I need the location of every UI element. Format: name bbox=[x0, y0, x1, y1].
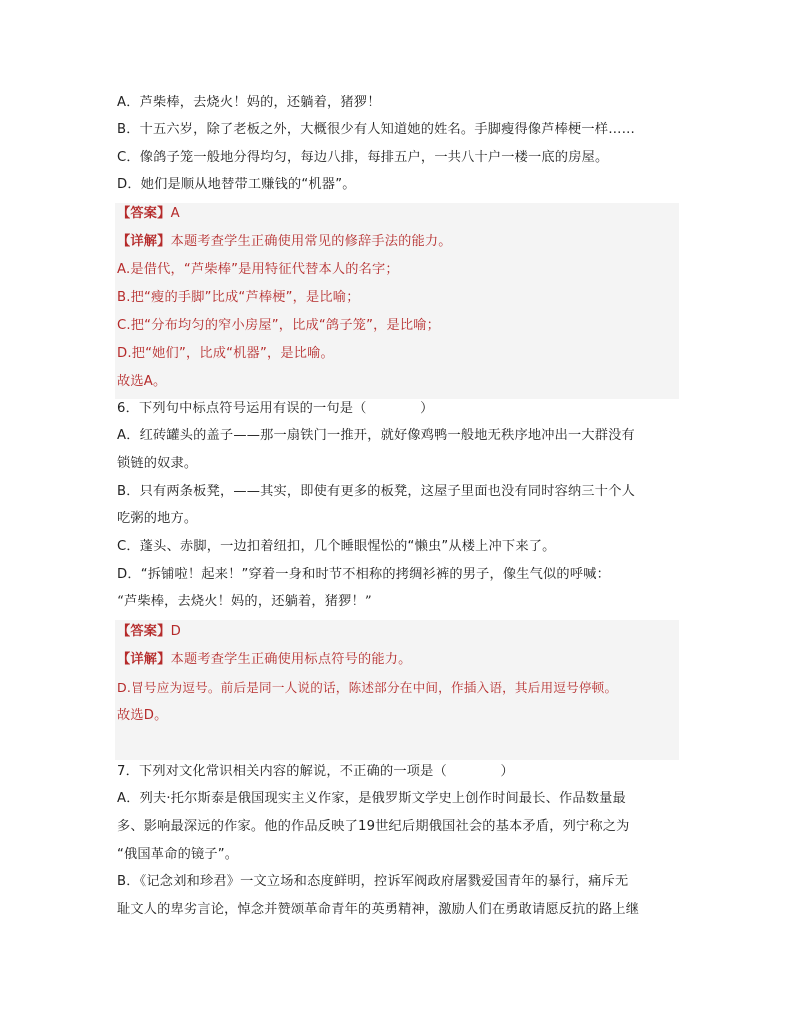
q6-option-b-cont: 吃粥的地方。 bbox=[117, 511, 198, 526]
q5-conclusion: 故选A。 bbox=[117, 374, 167, 389]
q5-detail-tag: 【详解】 bbox=[117, 234, 171, 249]
q5-option-b: B．十五六岁，除了老板之外，大概很少有人知道她的姓名。手脚瘦得像芦棒梗一样…… bbox=[117, 122, 635, 137]
q6-answer-tag: 【答案】 bbox=[117, 624, 171, 639]
q6-detail-text: 本题考查学生正确使用标点符号的能力。 bbox=[170, 652, 412, 667]
q5-option-d: D．她们是顺从地替带工赚钱的“机器”。 bbox=[117, 177, 356, 192]
q6-answer-line bbox=[117, 622, 682, 642]
q5-detail-line bbox=[117, 232, 682, 252]
q6-option-a-cont: 锁链的奴隶。 bbox=[117, 456, 198, 471]
q7-option-a-cont2: “俄国革命的镜子”。 bbox=[117, 847, 239, 862]
q6-detail-line bbox=[117, 650, 682, 670]
q5-option-c: C．像鸽子笼一般地分得均匀，每边八排，每排五户，一共八十户一楼一底的房屋。 bbox=[117, 150, 609, 165]
q5-answer-line bbox=[117, 204, 682, 224]
q6-answer-value: D bbox=[170, 624, 181, 639]
q7-stem: 7．下列对文化常识相关内容的解说，不正确的一项是（ ） bbox=[117, 764, 514, 779]
q5-explanation-c: C.把“分布均匀的窄小房屋”，比成“鸽子笼”，是比喻； bbox=[117, 318, 441, 333]
q5-detail-text: 本题考查学生正确使用常见的修辞手法的能力。 bbox=[170, 234, 452, 249]
q6-stem: 6．下列句中标点符号运用有误的一句是（ ） bbox=[117, 401, 434, 416]
q7-option-b-cont: 耻文人的卑劣言论，悼念并赞颂革命青年的英勇精神，激励人们在勇敢请愿反抗的路上继 bbox=[117, 902, 640, 917]
q5-answer-value: A bbox=[170, 206, 180, 221]
q5-explanation-b: B.把“瘦的手脚”比成“芦棒梗”，是比喻； bbox=[117, 290, 360, 305]
q5-option-a: A．芦柴棒，去烧火！妈的，还躺着，猪猡！ bbox=[117, 95, 381, 110]
q6-option-b: B．只有两条板凳，——其实，即使有更多的板凳，这屋子里面也没有同时容纳三十个人 bbox=[117, 484, 635, 499]
q7-option-a-cont1: 多、影响最深远的作家。他的作品反映了19世纪后期俄国社会的基本矛盾，列宁称之为 bbox=[117, 819, 630, 834]
q6-option-a: A．红砖罐头的盖子——那一扇铁门一推开，就好像鸡鸭一般地无秩序地冲出一大群没有 bbox=[117, 428, 635, 443]
q5-answer-tag: 【答案】 bbox=[117, 206, 171, 221]
q5-explanation-d: D.把“她们”，比成“机器”，是比喻。 bbox=[117, 346, 334, 361]
q6-option-c: C．蓬头、赤脚，一边扣着纽扣，几个睡眼惺忪的“懒虫”从楼上冲下来了。 bbox=[117, 539, 556, 554]
q7-option-a: A．列夫·托尔斯泰是俄国现实主义作家，是俄罗斯文学史上创作时间最长、作品数量最 bbox=[117, 791, 626, 806]
q6-detail-tag: 【详解】 bbox=[117, 652, 171, 667]
q6-explanation-d: D.冒号应为逗号。前后是同一人说的话，陈述部分在中间，作插入语，其后用逗号停顿。 bbox=[117, 680, 618, 695]
q6-option-d: D．“拆铺啦！起来！”穿着一身和时节不相称的拷绸衫裤的男子，像生气似的呼喊： bbox=[117, 567, 610, 582]
q6-option-d-cont: “芦柴棒，去烧火！妈的，还躺着，猪猡！” bbox=[117, 594, 372, 609]
q6-conclusion: 故选D。 bbox=[117, 708, 168, 723]
q7-option-b: B．《记念刘和珍君》一文立场和态度鲜明，控诉军阀政府屠戮爱国青年的暴行，痛斥无 bbox=[117, 874, 629, 889]
q5-explanation-a: A.是借代，“芦柴棒”是用特征代替本人的名字； bbox=[117, 262, 399, 277]
